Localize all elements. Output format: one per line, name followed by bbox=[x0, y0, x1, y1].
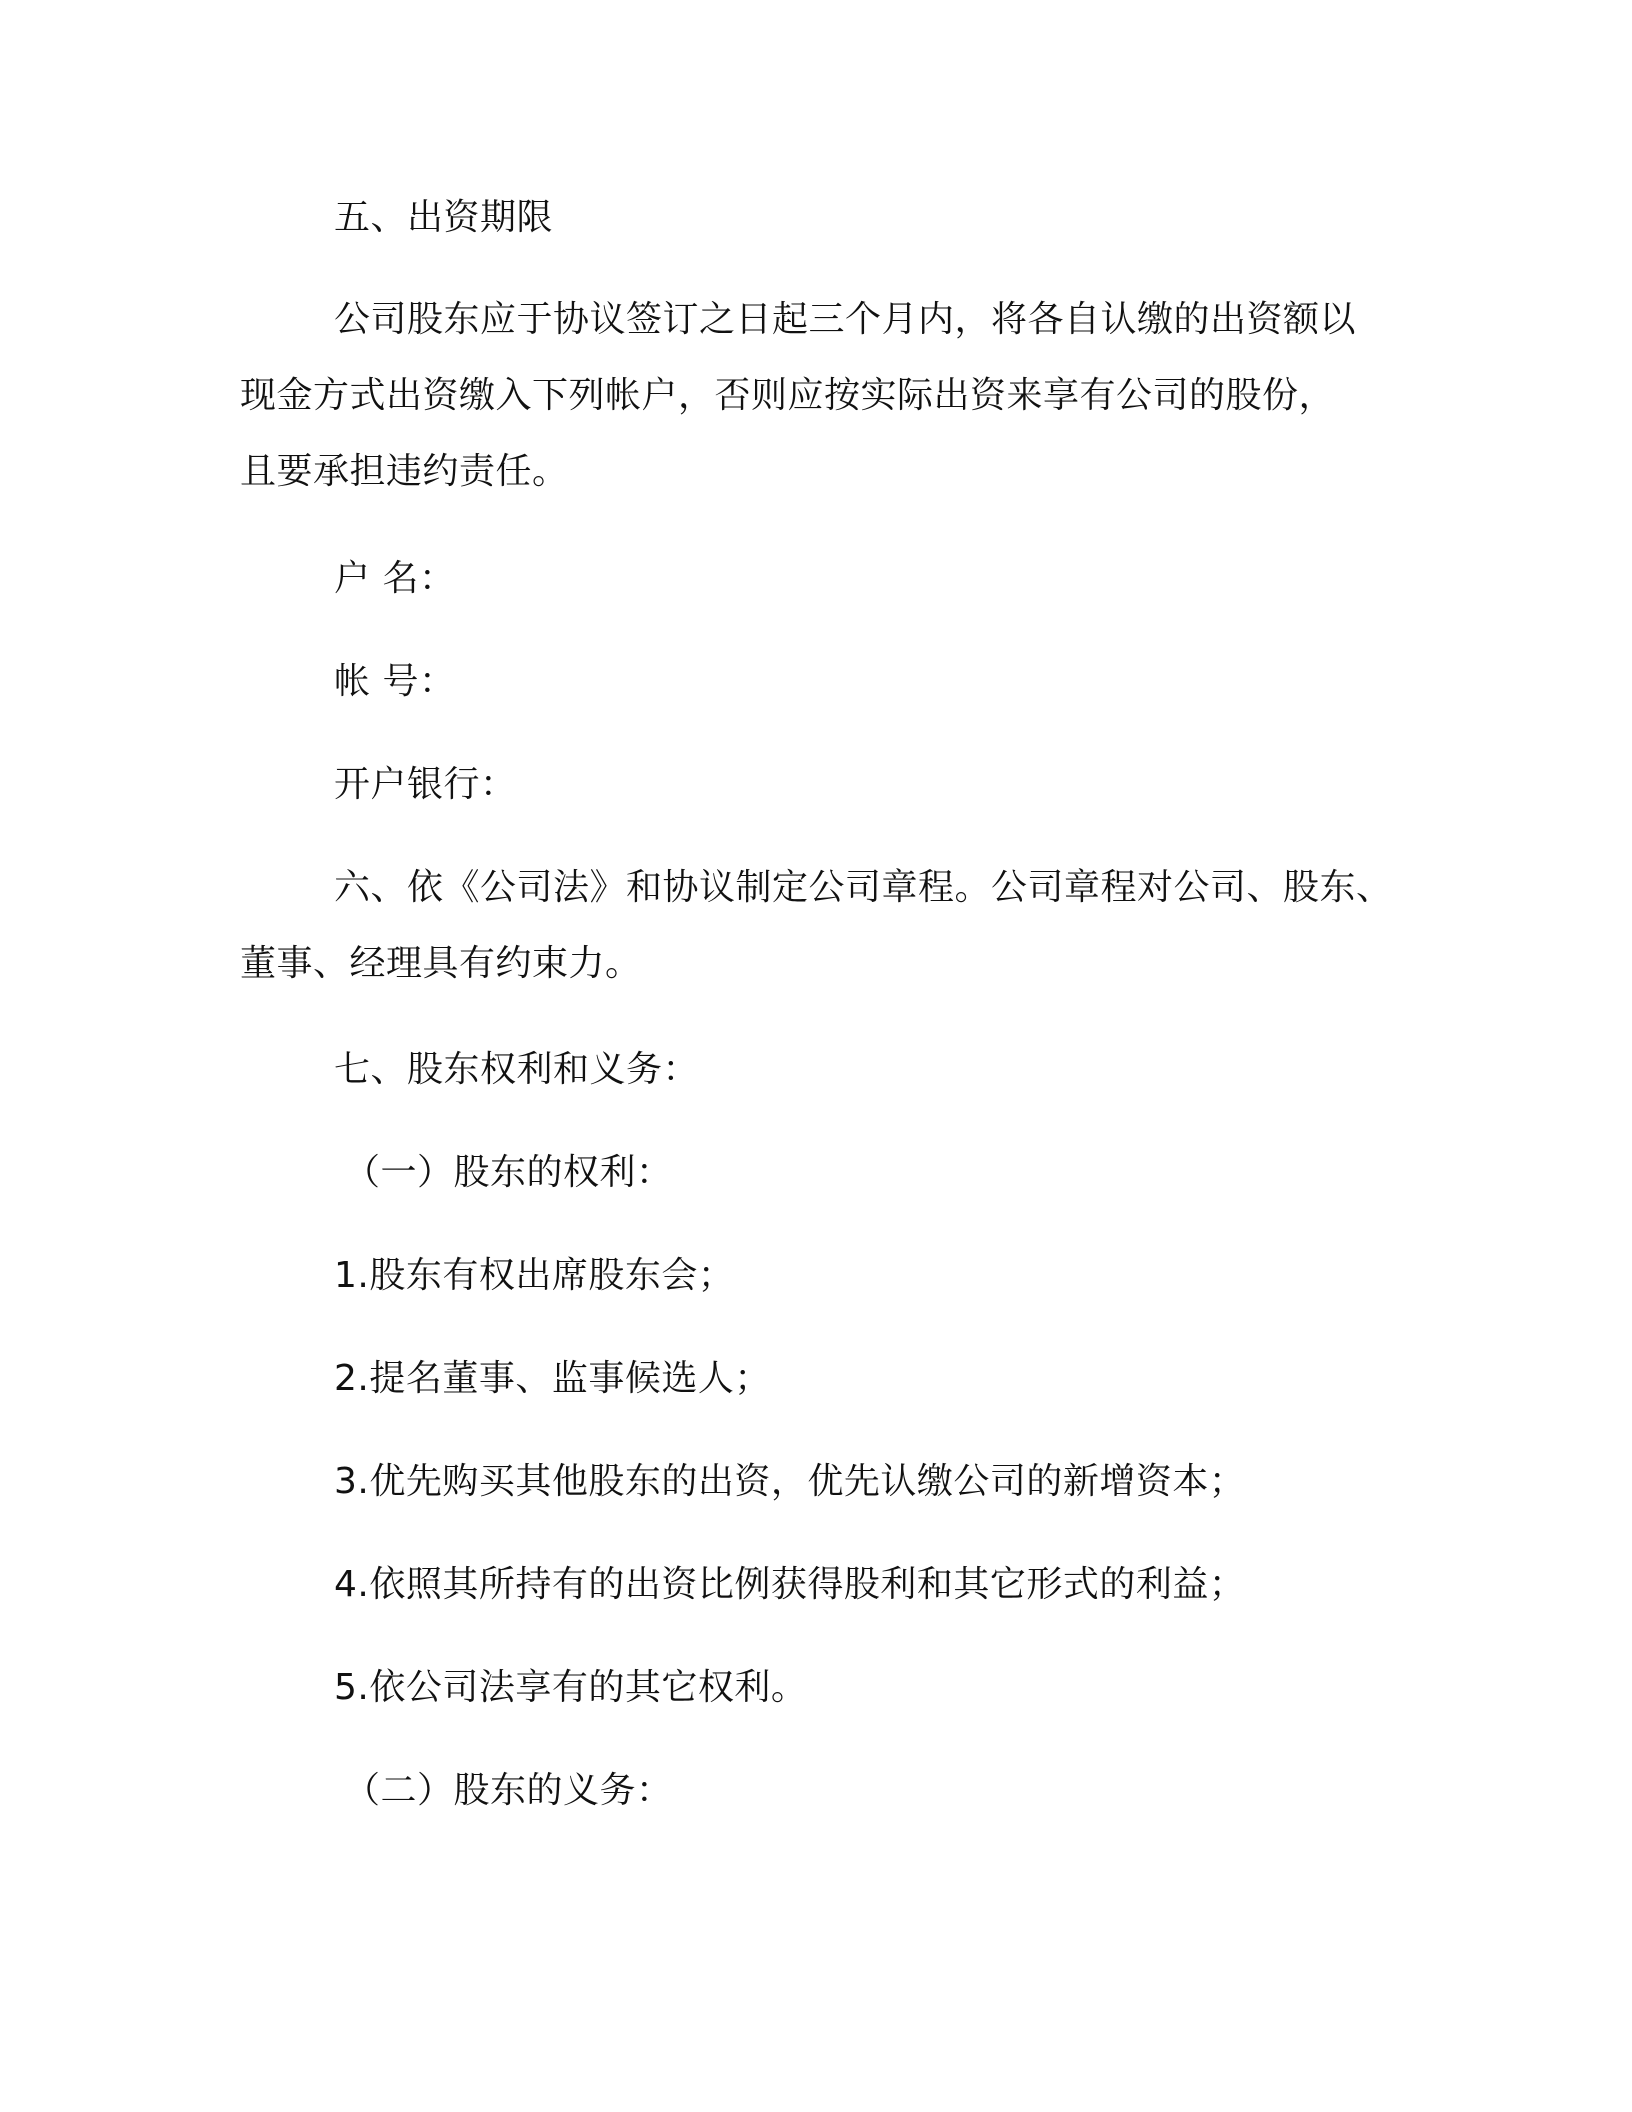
section-5-paragraph-line-1: 公司股东应于协议签订之日起三个月内，将各自认缴的出资额以 bbox=[334, 299, 1357, 340]
rights-item-5: 5.依公司法享有的其它权利。 bbox=[334, 1667, 808, 1708]
rights-item-2: 2.提名董事、监事候选人； bbox=[334, 1358, 771, 1399]
account-number-label: 帐 号： bbox=[334, 661, 456, 702]
rights-item-3: 3.优先购买其他股东的出资，优先认缴公司的新增资本； bbox=[334, 1461, 1246, 1502]
rights-item-1: 1.股东有权出席股东会； bbox=[334, 1255, 735, 1296]
rights-item-4: 4.依照其所持有的出资比例获得股利和其它形式的利益； bbox=[334, 1564, 1246, 1605]
section-6-line-2: 董事、经理具有约束力。 bbox=[240, 943, 642, 984]
section-6-line-1: 六、依《公司法》和协议制定公司章程。公司章程对公司、股东、 bbox=[334, 867, 1393, 908]
section-5-heading: 五、出资期限 bbox=[334, 197, 554, 238]
section-5-paragraph-line-2: 现金方式出资缴入下列帐户，否则应按实际出资来享有公司的股份， bbox=[240, 375, 1336, 416]
section-5-paragraph-line-3: 且要承担违约责任。 bbox=[240, 451, 569, 492]
duties-heading: （二）股东的义务： bbox=[344, 1770, 673, 1811]
section-7-heading: 七、股东权利和义务： bbox=[334, 1049, 700, 1090]
account-name-label: 户 名： bbox=[334, 558, 456, 599]
bank-label: 开户银行： bbox=[334, 764, 517, 805]
rights-heading: （一）股东的权利： bbox=[344, 1152, 673, 1193]
